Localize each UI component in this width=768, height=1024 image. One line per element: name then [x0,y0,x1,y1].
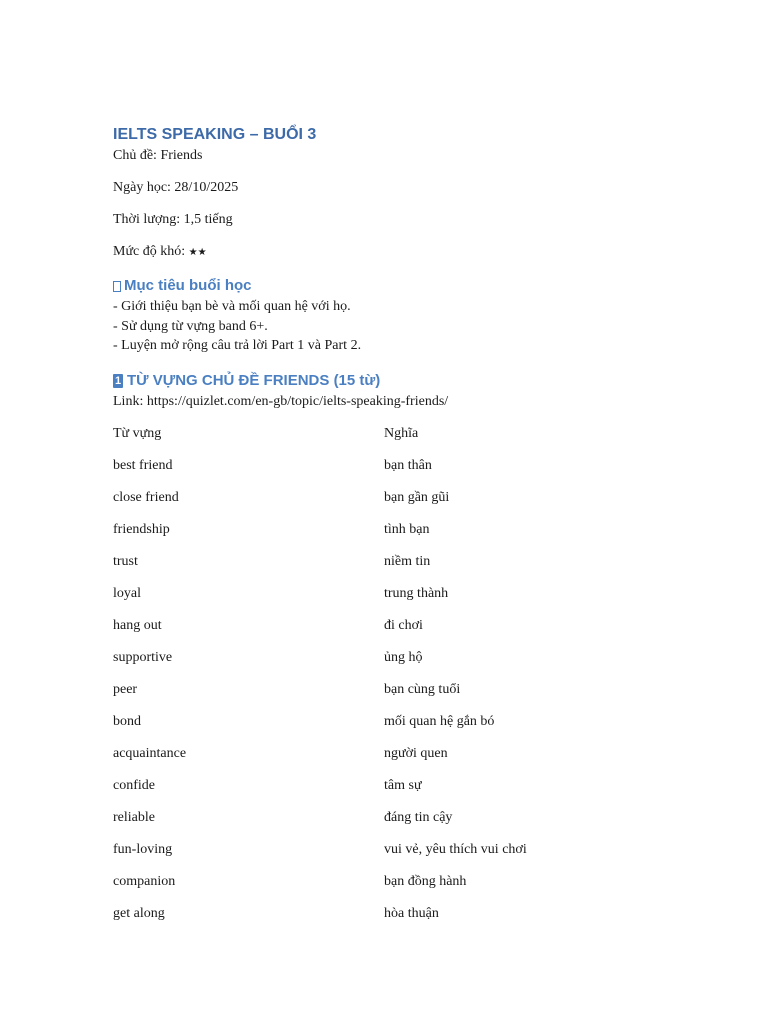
goals-heading-label: Mục tiêu buổi học [124,277,252,294]
goal-item: - Giới thiệu bạn bè và mối quan hệ với họ. [113,299,351,314]
vocab-table [113,424,673,936]
table-row [113,872,673,904]
table-row [113,584,673,616]
vocab-heading-label: TỪ VỰNG CHỦ ĐỀ FRIENDS (15 từ) [127,371,381,389]
vocab-word: get along [113,905,165,921]
vocab-word: hang out [113,617,162,633]
keycap-number-one-icon: 1 [114,374,122,387]
vocab-meaning: ủng hộ [384,649,423,665]
table-row [113,616,673,648]
vocab-meaning: người quen [384,745,448,761]
vocab-word: close friend [113,489,179,505]
table-row [113,488,673,520]
missing-glyph-box-icon [113,281,121,292]
vocab-meaning: tâm sự [384,777,422,793]
vocab-word: bond [113,713,141,729]
vocab-word: peer [113,681,138,697]
goals-heading [113,275,673,297]
vocab-meaning: đáng tin cậy [384,809,453,825]
table-row [113,680,673,712]
document-page [113,124,673,936]
vocab-word: acquaintance [113,745,187,761]
vocab-meaning: bạn cùng tuổi [384,681,461,697]
table-row [113,520,673,552]
table-row [113,744,673,776]
vocab-meaning: hòa thuận [384,905,439,921]
vocab-word: best friend [113,457,173,473]
table-row [113,648,673,680]
table-row [113,776,673,808]
table-row [113,808,673,840]
table-row [113,552,673,584]
vocab-meaning: đi chơi [384,617,423,633]
vocab-header-row [113,424,673,456]
vocab-word: loyal [113,585,141,601]
vocab-meaning: mối quan hệ gắn bó [384,713,495,729]
goal-item: - Sử dụng từ vựng band 6+. [113,318,268,334]
header-word: Từ vựng [113,425,162,441]
table-row [113,456,673,488]
vocab-meaning: bạn gần gũi [384,489,450,505]
vocab-meaning: niềm tin [384,553,431,569]
document-title: IELTS SPEAKING – BUỔI 3 [113,126,317,143]
vocab-word: supportive [113,649,173,665]
duration-line: Thời lượng: 1,5 tiếng [113,212,233,227]
difficulty-line [113,242,673,263]
quizlet-link[interactable]: Link: https://quizlet.com/en-gb/topic/ielts-speaking-friends/ [113,393,449,409]
difficulty-stars: ★★ [188,247,207,258]
table-row [113,904,673,936]
table-row [113,840,673,872]
vocab-heading [113,370,673,392]
vocab-meaning: vui vẻ, yêu thích vui chơi [384,841,527,857]
vocab-word: friendship [113,521,170,537]
vocab-word: confide [113,777,155,793]
vocab-word: companion [113,873,176,889]
vocab-meaning: trung thành [384,585,449,601]
goals-list [113,297,673,356]
header-meaning: Nghĩa [384,425,419,441]
vocab-meaning: bạn đồng hành [384,873,467,889]
topic-line: Chủ đề: Friends [113,148,203,163]
difficulty-label: Mức độ khó: [113,244,186,259]
vocab-meaning: tình bạn [384,521,430,537]
vocab-word: fun-loving [113,841,173,857]
table-row [113,712,673,744]
vocab-meaning: bạn thân [384,457,432,473]
vocab-word: trust [113,553,138,569]
goal-item: - Luyện mở rộng câu trả lời Part 1 và Part 2. [113,338,362,353]
date-line: Ngày học: 28/10/2025 [113,180,239,195]
vocab-word: reliable [113,809,155,825]
